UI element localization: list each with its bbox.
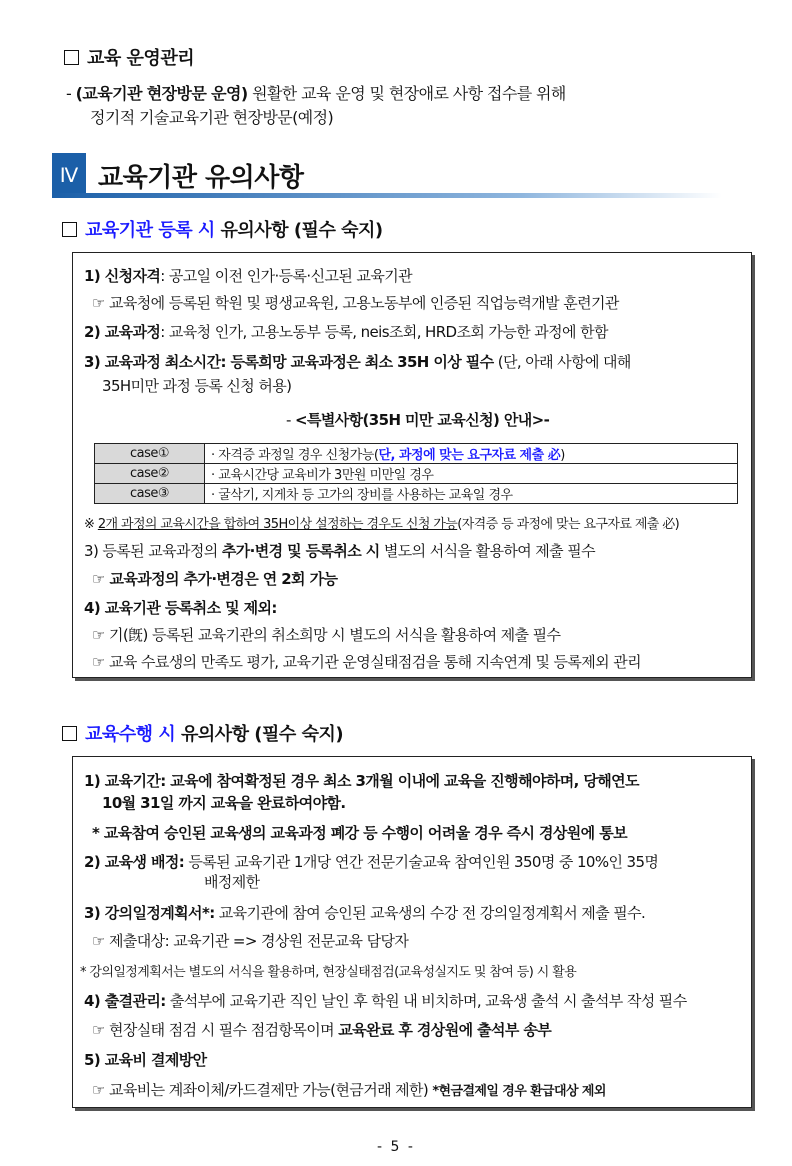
exec-item-3-note: ☞ 제출대상: 교육기관 => 경상원 전문교육 담당자 (92, 932, 409, 950)
checkbox-square-icon (62, 222, 77, 237)
reg-item-1-note: ☞ 교육청에 등록된 학원 및 평생교육원, 고용노동부에 인증된 직업능력개발 훈련기관 (92, 294, 619, 312)
case-label: case② (95, 464, 205, 484)
reg-item-3: 3) 교육과정 최소시간: 등록희망 교육과정은 최소 35H 이상 필수 (단, 아래 사항에 대해 (84, 353, 631, 371)
reg-item-3-cont: 35H미만 과정 등록 신청 허용) (102, 377, 292, 395)
exec-item-4-note: ☞ 현장실태 점검 시 필수 점검항목이며 교육완료 후 경상원에 출석부 송부 (92, 1021, 552, 1039)
section-title: 교육기관 유의사항 (98, 163, 304, 193)
reg-item-4-note-1: ☞ 기(旣) 등록된 교육기관의 취소희망 시 별도의 서식을 활용하여 제출 필수 (92, 626, 561, 644)
reg-footnote: ※ 2개 과정의 교육시간을 합하여 35H이상 설정하는 경우도 신청 가능(자격증 등 과정에 맞는 요구자료 제출 必) (84, 517, 680, 532)
special-notice-title: - <특별사항(35H 미만 교육신청) 안내>- (286, 411, 550, 429)
exec-item-1-line-1: 1) 교육기간: 교육에 참여확정된 경우 최소 3개월 이내에 교육을 진행해야하며, 당해연도 (84, 772, 639, 790)
checkbox-square-icon (64, 50, 79, 65)
case-text: · 교육시간당 교육비가 3만원 미만일 경우 (205, 464, 738, 484)
reg-item-3b-note: ☞ 교육과정의 추가·변경은 연 2회 가능 (92, 570, 338, 588)
exec-item-2: 2) 교육생 배정: 등록된 교육기관 1개당 연간 전문기술교육 참여인원 350명 중 10%인 35명 (84, 853, 659, 871)
subheading-execution: 교육수행 시 유의사항 (필수 숙지) (62, 720, 343, 746)
case-text: · 굴삭기, 지게차 등 고가의 장비를 사용하는 교육일 경우 (205, 484, 738, 504)
exec-item-5: 5) 교육비 결제방안 (84, 1051, 207, 1069)
exec-item-4: 4) 출결관리: 출석부에 교육기관 직인 날인 후 학원 내 비치하며, 교육생 출석 시 출석부 작성 필수 (84, 992, 687, 1010)
reg-item-1: 1) 신청자격: 공고일 이전 인가·등록·신고된 교육기관 (84, 267, 412, 285)
table-row (95, 484, 738, 504)
case-label: case③ (95, 484, 205, 504)
section-banner (52, 153, 722, 197)
page-number: - 5 - (377, 1139, 415, 1155)
table-row (95, 444, 738, 464)
operation-line-1: - (교육기관 현장방문 운영) 원활한 교육 운영 및 현장애로 사항 접수를 위해 (66, 84, 566, 103)
case-text: · 자격증 과정일 경우 신청가능(단, 과정에 맞는 요구자료 제출 必) (205, 444, 738, 464)
section-heading-operation (64, 44, 194, 70)
special-cases-table (94, 443, 738, 504)
table-row (95, 464, 738, 484)
reg-item-4: 4) 교육기관 등록취소 및 제외: (84, 599, 277, 617)
subheading-registration: 교육기관 등록 시 유의사항 (필수 숙지) (62, 216, 383, 242)
section-underline (52, 193, 722, 198)
checkbox-square-icon (62, 726, 77, 741)
exec-item-3: 3) 강의일정계획서*: 교육기관에 참여 승인된 교육생의 수강 전 강의일정계획서 제출 필수. (84, 904, 646, 922)
reg-item-4-note-2: ☞ 교육 수료생의 만족도 평가, 교육기관 운영실태점검을 통해 지속연계 및 등록제외 관리 (92, 653, 642, 671)
exec-item-1-note: * 교육참여 승인된 교육생의 교육과정 폐강 등 수행이 어려울 경우 즉시 경상원에 통보 (92, 824, 627, 842)
reg-item-2: 2) 교육과정: 교육청 인가, 고용노동부 등록, neis조회, HRD조회 가능한 과정에 한함 (84, 323, 608, 341)
exec-item-1-line-2: 10월 31일 까지 교육을 완료하여야함. (102, 794, 346, 812)
case-label: case① (95, 444, 205, 464)
exec-item-2-cont: 배정제한 (204, 873, 260, 891)
operation-line-2: 정기적 기술교육기관 현장방문(예정) (90, 108, 334, 127)
exec-item-5-note: ☞ 교육비는 계좌이체/카드결제만 가능(현금거래 제한) *현금결제일 경우 환급대상 제외 (92, 1081, 606, 1099)
exec-item-3-footnote: * 강의일정계획서는 별도의 서식을 활용하며, 현장실태점검(교육성실지도 및 참여 등) 시 활용 (80, 965, 577, 980)
reg-item-3b: 3) 등록된 교육과정의 추가·변경 및 등록취소 시 별도의 서식을 활용하여 제출 필수 (84, 542, 596, 560)
section-number: Ⅳ (52, 153, 86, 197)
heading-text: 교육 운영관리 (87, 48, 195, 69)
